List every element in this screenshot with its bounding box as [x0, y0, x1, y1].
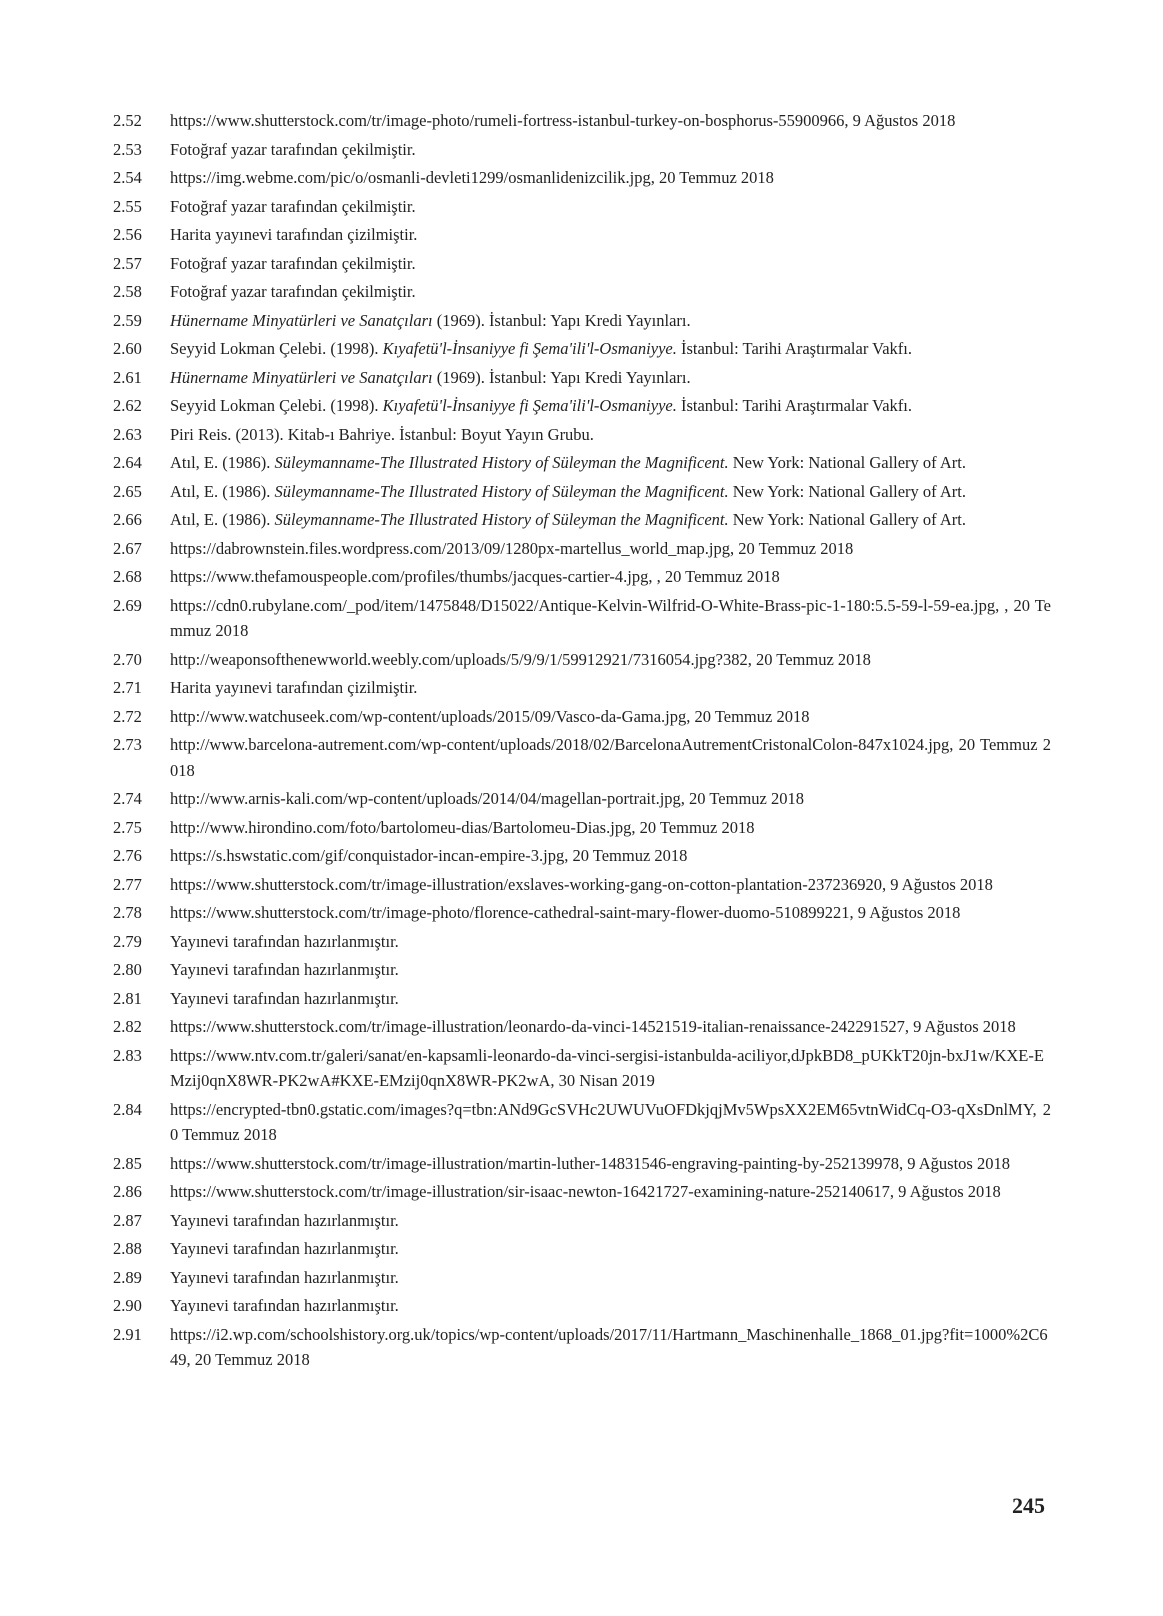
reference-text: [170, 986, 1051, 1012]
reference-item: [113, 929, 1051, 955]
reference-number: 2.73: [113, 735, 142, 754]
reference-item: [113, 479, 1051, 505]
reference-item: [113, 165, 1051, 191]
reference-number: 2.59: [113, 310, 142, 330]
reference-text-segment: Yayınevi tarafından hazırlanmıştır.: [170, 960, 399, 979]
page-number: 245: [1012, 1493, 1045, 1518]
reference-text-segment: https://www.shutterstock.com/tr/image-photo/rumeli-fortress-istanbul-turkey-on-bosphorus-55900966, 9 Ağustos 2018: [170, 111, 956, 130]
reference-number: 2.67: [113, 538, 142, 558]
reference-number: 2.78: [113, 903, 142, 922]
reference-text-segment: https://www.shutterstock.com/tr/image-illustration/exslaves-working-gang-on-cotton-plantation-237236920, 9 Ağustos 2018: [170, 874, 993, 894]
reference-item: [113, 536, 1051, 562]
reference-text-segment: Atıl, E. (1986).: [170, 481, 275, 501]
reference-text-segment: Yayınevi tarafından hazırlanmıştır.: [170, 1210, 399, 1230]
reference-item: [113, 1322, 1051, 1373]
reference-item: [113, 507, 1051, 533]
reference-text: [170, 165, 1051, 191]
reference-number: 2.72: [113, 706, 142, 726]
reference-number: 2.65: [113, 481, 142, 501]
reference-text-segment: https://www.ntv.com.tr/galeri/sanat/en-kapsamli-leonardo-da-vinci-sergisi-istanbulda-aciliyor,dJpkBD8_pUKkT20jn-bxJ1w/KXE-EMzij0qnX8WR-PK2wA#KXE-EMzij0qnX8WR-PK2wA, 30 Nisan 2019: [170, 1045, 1044, 1090]
reference-number: 2.54: [113, 168, 142, 187]
reference-text: [170, 1322, 1051, 1373]
reference-title-italic: Süleymanname-The Illustrated History of Süleyman the Magnificent.: [274, 453, 729, 472]
reference-number: 2.80: [113, 960, 142, 979]
reference-text-segment: https://img.webme.com/pic/o/osmanli-devleti1299/osmanlidenizcilik.jpg, 20 Temmuz 2018: [170, 168, 774, 187]
reference-number: 2.62: [113, 396, 142, 415]
reference-title-italic: Hünername Minyatürleri ve Sanatçıları: [170, 367, 433, 387]
reference-text-segment: https://www.shutterstock.com/tr/image-illustration/martin-luther-14831546-engraving-painting-by-252139978, 9 Ağustos 2018: [170, 1153, 1010, 1173]
reference-text-segment: Atıl, E. (1986).: [170, 453, 275, 472]
reference-text-segment: İstanbul: Tarihi Araştırmalar Vakfı.: [676, 339, 913, 358]
reference-item: [113, 393, 1051, 419]
reference-text: [170, 279, 1051, 305]
reference-text-segment: (1969). İstanbul: Yapı Kredi Yayınları.: [432, 367, 691, 387]
reference-text: [170, 1014, 1051, 1040]
reference-number: 2.85: [113, 1153, 142, 1173]
reference-number: 2.86: [113, 1182, 142, 1201]
reference-text: [170, 843, 1051, 869]
reference-text-segment: http://www.watchuseek.com/wp-content/uploads/2015/09/Vasco-da-Gama.jpg, 20 Temmuz 2018: [170, 706, 810, 726]
reference-item: [113, 1236, 1051, 1262]
reference-item: [113, 704, 1051, 730]
reference-text: [170, 194, 1051, 220]
reference-text-segment: https://www.shutterstock.com/tr/image-illustration/sir-isaac-newton-16421727-examining-nature-252140617, 9 Ağustos 2018: [170, 1182, 1001, 1201]
reference-text: [170, 1293, 1051, 1319]
reference-item: [113, 872, 1051, 898]
reference-list: [113, 108, 1051, 1376]
reference-text: [170, 1236, 1051, 1262]
reference-number: 2.76: [113, 846, 142, 865]
reference-item: [113, 564, 1051, 590]
reference-title-italic: Süleymanname-The Illustrated History of Süleyman the Magnificent.: [274, 481, 729, 501]
reference-text-segment: https://dabrownstein.files.wordpress.com/2013/09/1280px-martellus_world_map.jpg, 20 Temmuz 2018: [170, 538, 854, 558]
reference-text-segment: http://www.arnis-kali.com/wp-content/uploads/2014/04/magellan-portrait.jpg, 20 Temmuz 2018: [170, 789, 804, 808]
reference-text: [170, 593, 1051, 644]
reference-text: [170, 479, 1051, 505]
reference-text: [170, 1151, 1051, 1177]
reference-text: [170, 450, 1051, 476]
reference-text-segment: Atıl, E. (1986).: [170, 510, 275, 529]
reference-text: [170, 1208, 1051, 1234]
reference-text: [170, 393, 1051, 419]
reference-item: [113, 675, 1051, 701]
reference-text-segment: Fotoğraf yazar tarafından çekilmiştir.: [170, 282, 416, 301]
reference-number: 2.83: [113, 1045, 142, 1065]
reference-text-segment: https://s.hswstatic.com/gif/conquistador-incan-empire-3.jpg, 20 Temmuz 2018: [170, 846, 688, 865]
reference-text-segment: https://www.shutterstock.com/tr/image-illustration/leonardo-da-vinci-14521519-italian-renaissance-242291527, 9 Ağustos 2018: [170, 1017, 1016, 1036]
reference-text: [170, 1097, 1051, 1148]
reference-text: [170, 507, 1051, 533]
reference-number: 2.87: [113, 1210, 142, 1230]
reference-text: [170, 1043, 1051, 1094]
reference-text-segment: Harita yayınevi tarafından çizilmiştir.: [170, 678, 418, 697]
reference-text-segment: New York: National Gallery of Art.: [728, 510, 967, 529]
reference-title-italic: Hünername Minyatürleri ve Sanatçıları: [170, 310, 433, 330]
reference-text-segment: Yayınevi tarafından hazırlanmıştır.: [170, 988, 399, 1008]
reference-item: [113, 308, 1051, 334]
reference-text-segment: Seyyid Lokman Çelebi. (1998).: [170, 396, 383, 415]
reference-text-segment: Yayınevi tarafından hazırlanmıştır.: [170, 931, 399, 951]
reference-text-segment: http://weaponsofthenewworld.weebly.com/uploads/5/9/9/1/59912921/7316054.jpg?382, 20 Temmuz 2018: [170, 649, 871, 669]
reference-text-segment: https://i2.wp.com/schoolshistory.org.uk/topics/wp-content/uploads/2017/11/Hartmann_Maschinenhalle_1868_01.jpg?fit=1000%2C649, 20 Temmuz 2018: [170, 1324, 1048, 1369]
reference-number: 2.60: [113, 339, 142, 358]
reference-number: 2.79: [113, 931, 142, 951]
reference-number: 2.64: [113, 453, 142, 472]
reference-title-italic: Süleymanname-The Illustrated History of Süleyman the Magnificent.: [274, 510, 729, 529]
reference-number: 2.84: [113, 1099, 142, 1119]
reference-text: [170, 422, 1051, 448]
reference-number: 2.52: [113, 111, 142, 130]
reference-number: 2.75: [113, 817, 142, 837]
reference-number: 2.58: [113, 282, 142, 301]
reference-text-segment: Seyyid Lokman Çelebi. (1998).: [170, 339, 383, 358]
reference-item: [113, 732, 1051, 783]
reference-number: 2.88: [113, 1239, 142, 1258]
reference-text: [170, 336, 1051, 362]
reference-number: 2.89: [113, 1267, 142, 1287]
reference-item: [113, 108, 1051, 134]
reference-text: [170, 1179, 1051, 1205]
reference-text: [170, 675, 1051, 701]
reference-text: [170, 957, 1051, 983]
reference-item: [113, 843, 1051, 869]
reference-text: [170, 929, 1051, 955]
reference-item: [113, 1179, 1051, 1205]
reference-text: [170, 536, 1051, 562]
reference-number: 2.63: [113, 424, 142, 444]
reference-item: [113, 1014, 1051, 1040]
reference-item: [113, 1208, 1051, 1234]
reference-item: [113, 786, 1051, 812]
reference-text: [170, 900, 1051, 926]
reference-text-segment: New York: National Gallery of Art.: [728, 481, 967, 501]
reference-text-segment: https://cdn0.rubylane.com/_pod/item/1475848/D15022/Antique-Kelvin-Wilfrid-O-White-Brass-pic-1-180:5.5-59-l-59-ea.jpg, , 20 Temmuz 2018: [170, 595, 1051, 640]
reference-item: [113, 647, 1051, 673]
reference-text: [170, 222, 1051, 248]
reference-item: [113, 251, 1051, 277]
reference-text-segment: http://www.hirondino.com/foto/bartolomeu-dias/Bartolomeu-Dias.jpg, 20 Temmuz 2018: [170, 817, 755, 837]
reference-item: [113, 279, 1051, 305]
reference-item: [113, 1043, 1051, 1094]
reference-item: [113, 986, 1051, 1012]
reference-number: 2.66: [113, 510, 142, 529]
reference-item: [113, 1265, 1051, 1291]
reference-item: [113, 957, 1051, 983]
reference-text: [170, 1265, 1051, 1291]
reference-item: [113, 422, 1051, 448]
reference-number: 2.69: [113, 595, 142, 615]
reference-number: 2.91: [113, 1324, 142, 1344]
reference-text-segment: Yayınevi tarafından hazırlanmıştır.: [170, 1239, 399, 1258]
reference-text: [170, 251, 1051, 277]
reference-number: 2.68: [113, 567, 142, 586]
reference-text-segment: Fotoğraf yazar tarafından çekilmiştir.: [170, 196, 416, 216]
reference-text: [170, 815, 1051, 841]
reference-item: [113, 222, 1051, 248]
reference-text: [170, 308, 1051, 334]
reference-title-italic: Kıyafetü'l-İnsaniyye fi Şema'ili'l-Osmaniyye.: [382, 339, 677, 358]
reference-number: 2.53: [113, 139, 142, 159]
reference-number: 2.56: [113, 225, 142, 244]
reference-number: 2.57: [113, 253, 142, 273]
reference-text: [170, 704, 1051, 730]
reference-number: 2.77: [113, 874, 142, 894]
reference-number: 2.71: [113, 678, 142, 697]
reference-number: 2.81: [113, 988, 142, 1008]
reference-item: [113, 450, 1051, 476]
reference-text-segment: https://encrypted-tbn0.gstatic.com/images?q=tbn:ANd9GcSVHc2UWUVuOFDkjqjMv5WpsXX2EM65vtnWidCq-O3-qXsDnlMY, 20 Temmuz 2018: [170, 1099, 1051, 1144]
reference-text: [170, 647, 1051, 673]
reference-text: [170, 732, 1051, 783]
reference-item: [113, 593, 1051, 644]
reference-number: 2.61: [113, 367, 142, 387]
reference-text-segment: Piri Reis. (2013). Kitab-ı Bahriye. İstanbul: Boyut Yayın Grubu.: [170, 424, 594, 444]
reference-text-segment: https://www.shutterstock.com/tr/image-photo/florence-cathedral-saint-mary-flower-duomo-510899221, 9 Ağustos 2018: [170, 903, 961, 922]
reference-number: 2.90: [113, 1296, 142, 1315]
reference-text-segment: İstanbul: Tarihi Araştırmalar Vakfı.: [676, 396, 913, 415]
reference-number: 2.70: [113, 649, 142, 669]
reference-item: [113, 1151, 1051, 1177]
reference-item: [113, 194, 1051, 220]
reference-item: [113, 815, 1051, 841]
reference-number: 2.55: [113, 196, 142, 216]
reference-text-segment: http://www.barcelona-autrement.com/wp-content/uploads/2018/02/BarcelonaAutrementCristonalColon-847x1024.jpg, 20 Temmuz 2018: [170, 735, 1051, 780]
reference-text-segment: Fotoğraf yazar tarafından çekilmiştir.: [170, 253, 416, 273]
reference-number: 2.82: [113, 1017, 142, 1036]
reference-text-segment: https://www.thefamouspeople.com/profiles/thumbs/jacques-cartier-4.jpg, , 20 Temmuz 2018: [170, 567, 780, 586]
reference-text-segment: Yayınevi tarafından hazırlanmıştır.: [170, 1296, 399, 1315]
reference-item: [113, 1097, 1051, 1148]
reference-text-segment: Fotoğraf yazar tarafından çekilmiştir.: [170, 139, 416, 159]
reference-item: [113, 900, 1051, 926]
reference-text: [170, 108, 1051, 134]
reference-number: 2.74: [113, 789, 142, 808]
reference-text: [170, 365, 1051, 391]
reference-text: [170, 564, 1051, 590]
reference-item: [113, 365, 1051, 391]
reference-item: [113, 336, 1051, 362]
reference-title-italic: Kıyafetü'l-İnsaniyye fi Şema'ili'l-Osmaniyye.: [382, 396, 677, 415]
reference-text-segment: New York: National Gallery of Art.: [728, 453, 967, 472]
reference-text: [170, 872, 1051, 898]
reference-text-segment: (1969). İstanbul: Yapı Kredi Yayınları.: [432, 310, 691, 330]
reference-text-segment: Yayınevi tarafından hazırlanmıştır.: [170, 1267, 399, 1287]
reference-item: [113, 137, 1051, 163]
reference-text: [170, 786, 1051, 812]
reference-text: [170, 137, 1051, 163]
reference-item: [113, 1293, 1051, 1319]
reference-text-segment: Harita yayınevi tarafından çizilmiştir.: [170, 225, 418, 244]
